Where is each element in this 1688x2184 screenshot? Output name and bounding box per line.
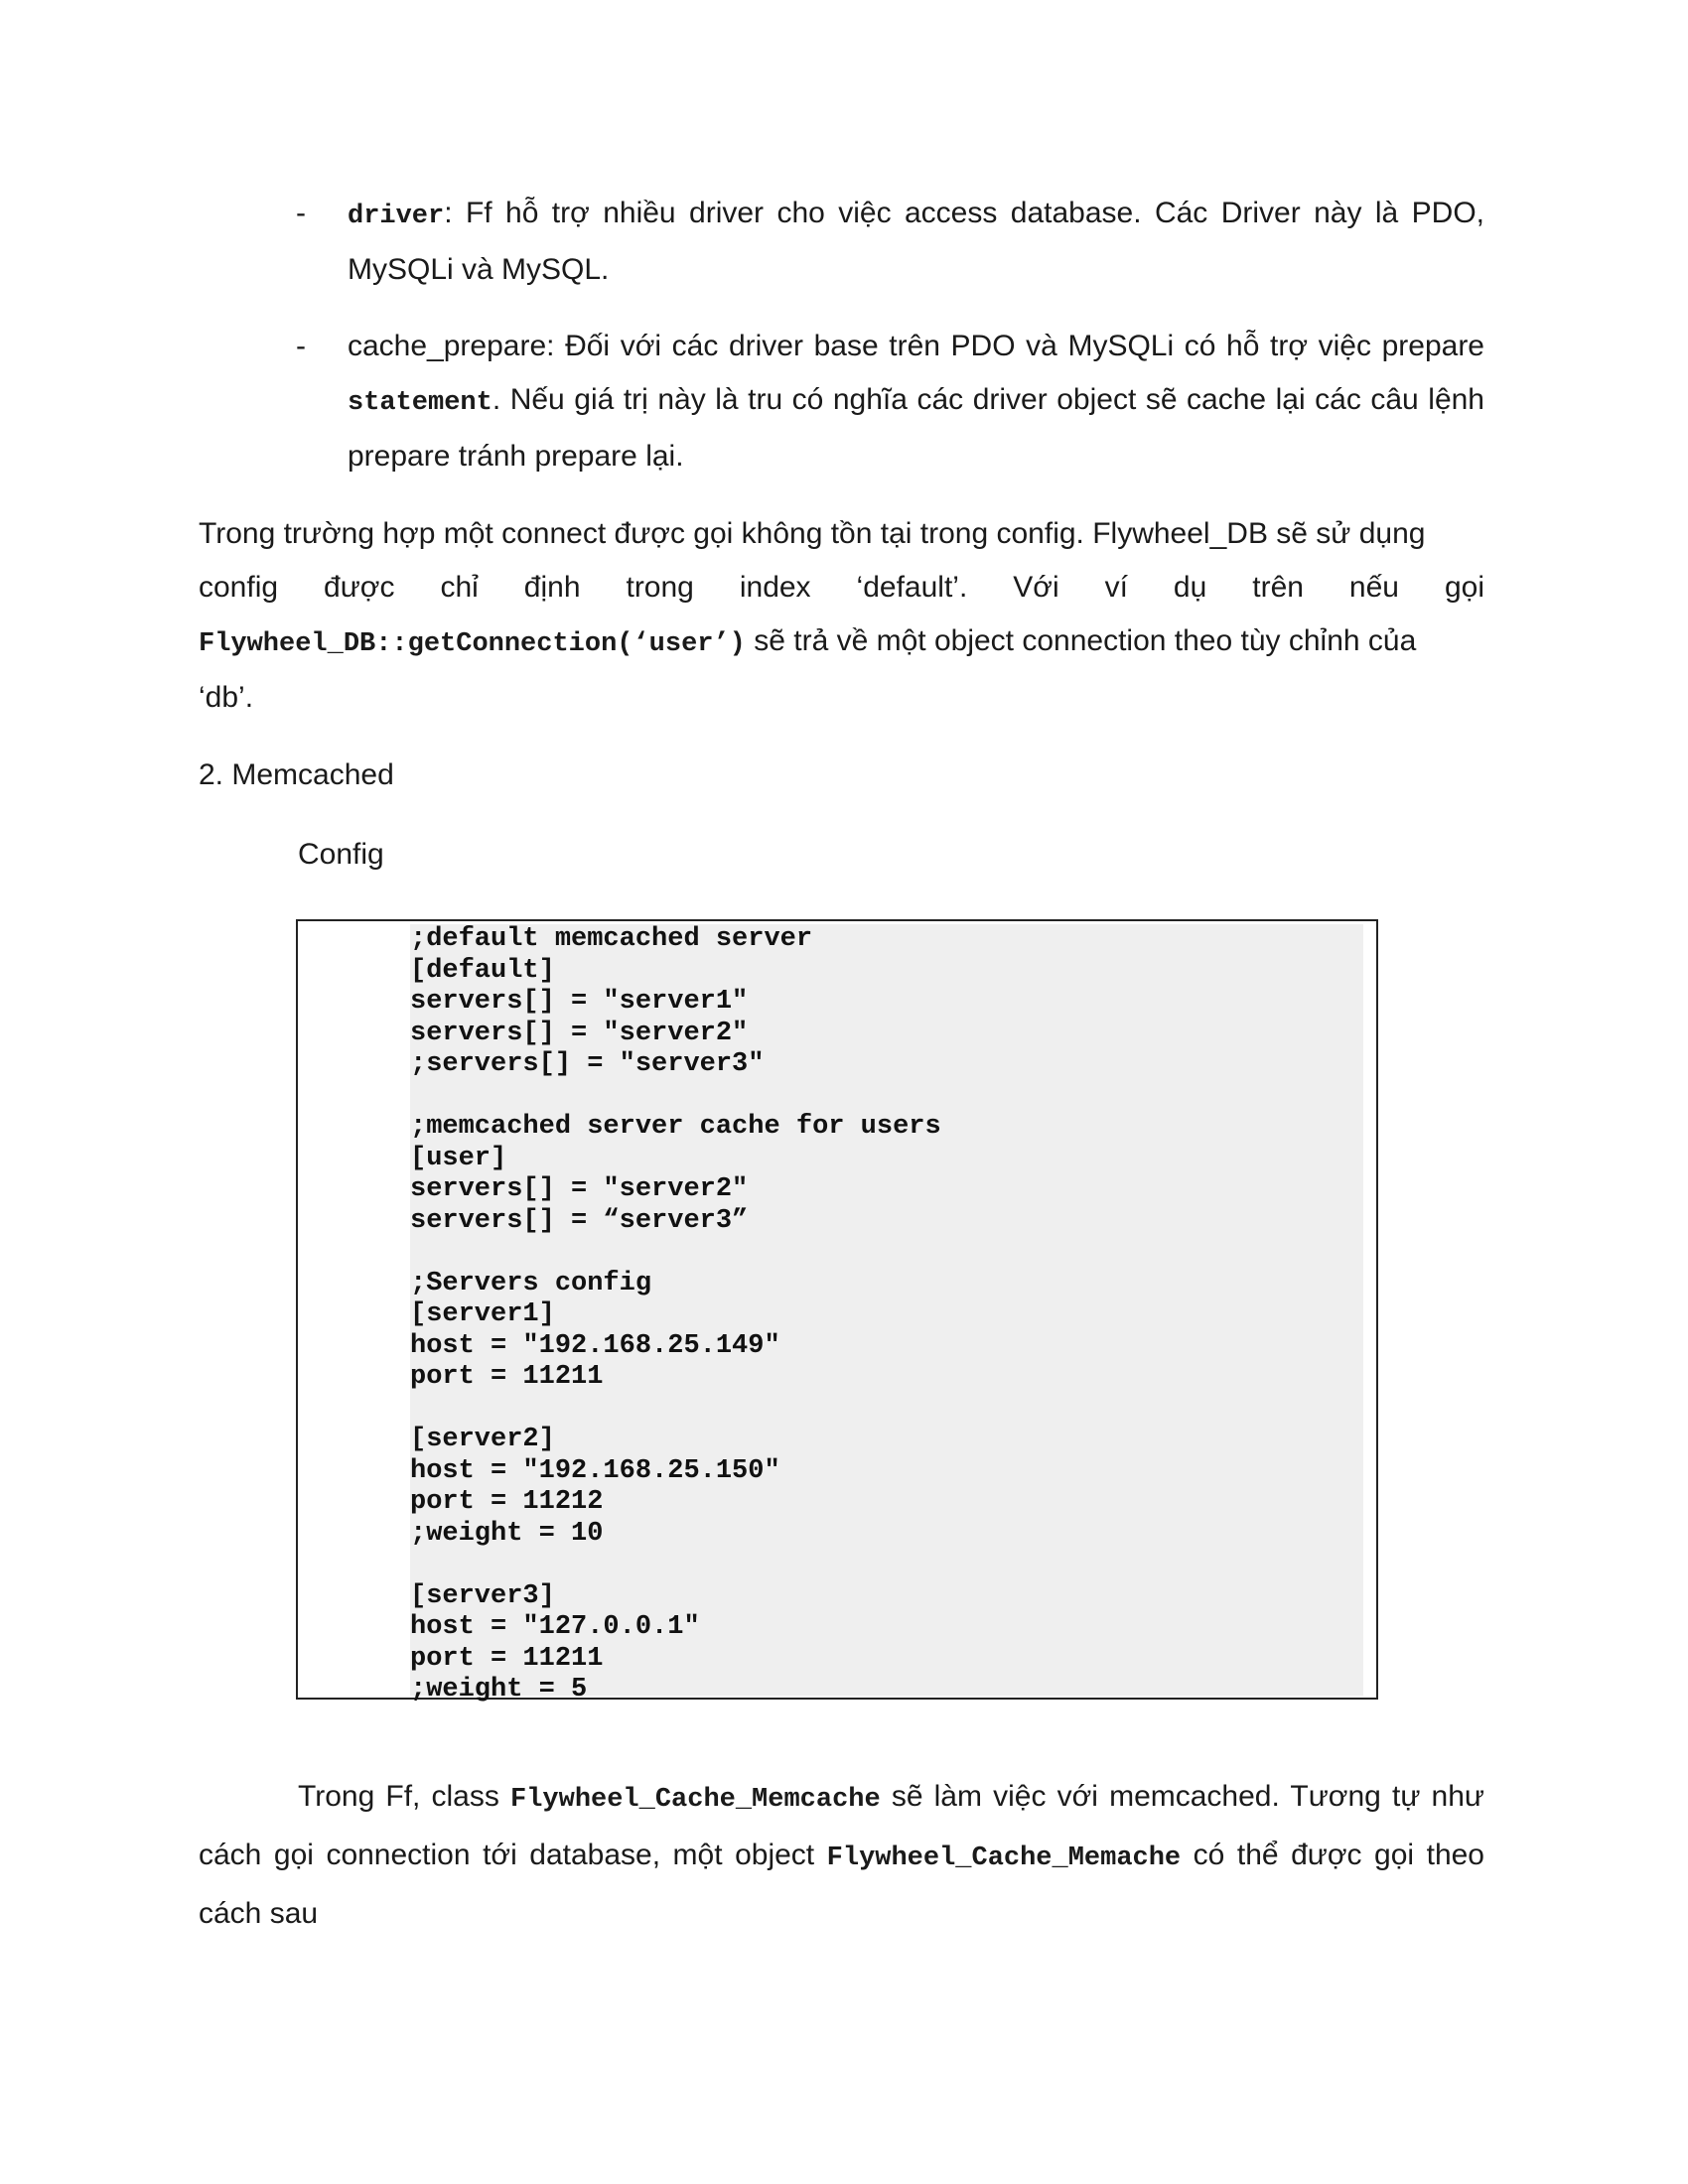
code-line: [server3] [410, 1580, 555, 1611]
paragraph-memcache-class [199, 1769, 1484, 1942]
inline-code: statement [348, 388, 492, 418]
code-line: [server2] [410, 1425, 555, 1454]
paragraph-text: sẽ làm việc với memcached. Tương tự như cách gọi connection tới database, một object [199, 1780, 1484, 1871]
config-label: Config [298, 838, 384, 871]
bullet-text: cache_prepare: Đối với các driver base trên PDO và MySQLi có hỗ trợ việc prepare [348, 330, 1484, 362]
bullet-cache-prepare [296, 320, 1484, 483]
code-line: [server1] [410, 1299, 555, 1329]
code-text [410, 924, 1363, 1706]
code-block-content [410, 924, 1363, 1705]
code-line: ;weight = 10 [410, 1518, 604, 1549]
code-line: ;memcached server cache for users [410, 1112, 941, 1142]
code-line: [default] [410, 955, 555, 986]
paragraph-line: ‘db’. [199, 681, 254, 714]
code-line: ;weight = 5 [410, 1675, 588, 1705]
paragraph-text: Trong Ff, class [298, 1780, 511, 1813]
code-line: servers[] = "server1" [410, 987, 749, 1017]
code-line: [user] [410, 1143, 507, 1173]
code-line: host = "192.168.25.149" [410, 1330, 780, 1361]
inline-code: driver [348, 202, 445, 231]
code-line: host = "192.168.25.150" [410, 1455, 780, 1486]
inline-code: Flywheel_DB::getConnection(‘user’) [199, 629, 746, 659]
code-line: ;default memcached server [410, 924, 813, 954]
bullet-dash: - [296, 330, 306, 362]
code-line: ;servers[] = "server3" [410, 1049, 765, 1079]
bullet-driver [296, 187, 1484, 297]
code-line: port = 11211 [410, 1362, 604, 1392]
inline-code: Flywheel_Cache_Memcache [510, 1785, 881, 1815]
paragraph-line: Trong trường hợp một connect được gọi không tồn tại trong config. Flywheel_DB sẽ sử dụng [199, 517, 1426, 550]
bullet-text: : Ff hỗ trợ nhiều driver cho việc access database. Các Driver này là PDO, MySQLi và MySQL. [348, 197, 1484, 286]
code-line: servers[] = "server2" [410, 1018, 749, 1048]
code-line: servers[] = "server2" [410, 1174, 749, 1204]
code-line: ;Servers config [410, 1268, 652, 1298]
bullet-text: . Nếu giá trị này là tru có nghĩa các driver object sẽ cache lại các câu lệnh prepare tránh prepare lại. [348, 383, 1484, 473]
paragraph-line: config được chỉ định trong index ‘default’. Với ví dụ trên nếu gọi [199, 571, 1484, 604]
paragraph-fallback-config [199, 507, 1484, 725]
bullet-body [348, 187, 1484, 297]
inline-code: Flywheel_Cache_Memache [826, 1843, 1182, 1873]
bullet-dash: - [296, 197, 306, 229]
paragraph-line [199, 614, 1484, 671]
paragraph-text: có thể được gọi theo cách sau [199, 1839, 1484, 1930]
code-line: servers[] = “server3” [410, 1205, 749, 1236]
bullet-body [348, 320, 1484, 483]
code-block [296, 919, 1378, 1705]
code-line: port = 11212 [410, 1487, 604, 1517]
code-line: port = 11211 [410, 1643, 604, 1674]
section-heading: 2. Memcached [199, 758, 394, 791]
code-line: host = "127.0.0.1" [410, 1612, 700, 1642]
paragraph-text: sẽ trả về một object connection theo tùy chỉnh của [745, 624, 1417, 657]
